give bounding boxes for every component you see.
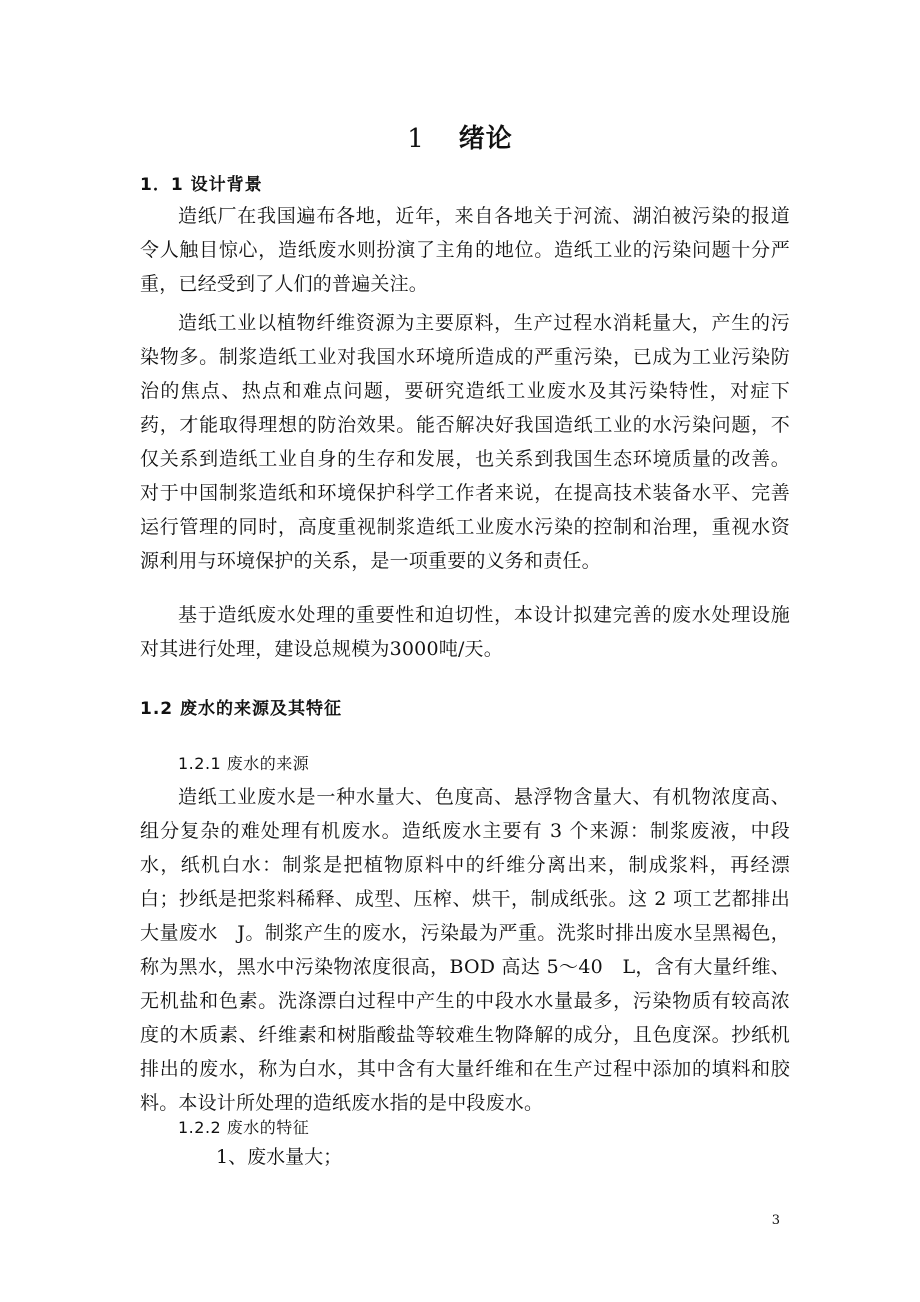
subsection-heading-source: 1.2.1 废水的来源 (178, 754, 310, 773)
paragraph: 造纸工业以植物纤维资源为主要原料，生产过程水消耗量大，产生的污染物多。制浆造纸工业对我国水环境所造成的严重污染，已成为工业污染防治的焦点、热点和难点问题，要研究造纸工业废水及其污染特性，对症下药，才能取得理想的防治效果。能否解决好我国造纸工业的水污染问题，不仅关系到造纸工业自身的生存和发展，也关系到我国生态环境质量的改善。对于中国制浆造纸和环境保护科学工作者来说，在提高技术装备水平、完善运行管理的同时，高度重视制浆造纸工业废水污染的控制和治理，重视水资源利用与环境保护的关系，是一项重要的义务和责任。 (140, 312, 790, 572)
chapter-title (0, 118, 920, 155)
paragraph: 造纸厂在我国遍布各地，近年，来自各地关于河流、湖泊被污染的报道令人触目惊心，造纸废水则扮演了主角的地位。造纸工业的污染问题十分严重，已经受到了人们的普遍关注。 (140, 205, 790, 295)
paragraph: 造纸工业废水是一种水量大、色度高、悬浮物含量大、有机物浓度高、组分复杂的难处理有机废水。造纸废水主要有 3 个来源：制浆废液，中段水，纸机白水：制浆是把植物原料中的纤维分离出来，制成浆料，再经漂白；抄纸是把浆料稀释、成型、压榨、烘干，制成纸张。这 2 项工艺都排出大量废水 J。制浆产生的废水，污染最为严重。洗浆时排出废水呈黑褐色，称为黑水，黑水中污染物浓度很高，BOD 高达 5～40 L，含有大量纤维、无机盐和色素。洗涤漂白过程中产生的中段水水量最多，污染物质有较高浓度的木质素、纤维素和树脂酸盐等较难生物降解的成分，且色度深。抄纸机排出的废水，称为白水，其中含有大量纤维和在生产过程中添加的填料和胶料。本设计所处理的造纸废水指的是中段废水。 (140, 786, 790, 1114)
chapter-title-text: 绪论 (458, 124, 513, 154)
section-heading-design-background: 1．1 设计背景 (140, 175, 263, 195)
paragraph: 基于造纸废水处理的重要性和迫切性，本设计拟建完善的废水处理设施对其进行处理，建设总规模为3000吨/天。 (140, 604, 790, 660)
subsection-heading-characteristics: 1.2.2 废水的特征 (178, 1118, 310, 1137)
list-item: 1、废水量大； (216, 1146, 343, 1168)
page-number: 3 (771, 1213, 780, 1228)
chapter-number: 1 (407, 124, 425, 154)
section-heading-wastewater-source: 1.2 废水的来源及其特征 (140, 699, 343, 719)
